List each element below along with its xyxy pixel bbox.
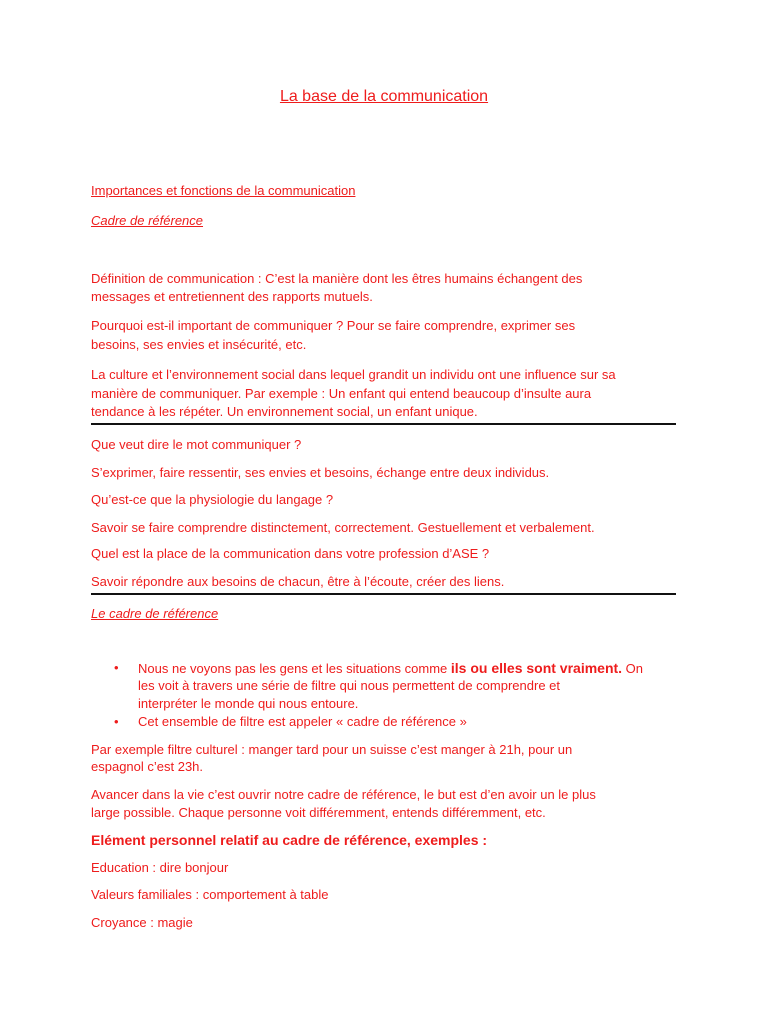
advance-line-2: large possible. Chaque personne voit différemment, entends différemment, etc. — [91, 805, 546, 820]
question-1: Que veut dire le mot communiquer ? — [91, 437, 302, 452]
definition-line-2: messages et entretiennent des rapports mutuels. — [91, 289, 373, 304]
advance-line-1: Avancer dans la vie c’est ouvrir notre cadre de référence, le but est d’en avoir un le plus — [91, 787, 596, 802]
question-2: Qu’est-ce que la physiologie du langage ? — [91, 492, 334, 507]
emphasis-text: ils ou elles sont vraiment. — [450, 660, 623, 676]
question-3: Quel est la place de la communication dans votre profession d’ASE ? — [91, 546, 490, 561]
bullet-1-line-3: interpréter le monde qui nous entoure. — [138, 696, 359, 711]
example-line-2: espagnol c’est 23h. — [91, 759, 204, 774]
answer-3: Savoir répondre aux besoins de chacun, être à l’écoute, créer des liens. — [91, 574, 505, 589]
bullet-1-line-2: les voit à travers une série de filtre qui nous permettent de comprendre et — [138, 678, 560, 693]
why-line-2: besoins, ses envies et insécurité, etc. — [91, 337, 307, 352]
culture-line-1: La culture et l’environnement social dans lequel grandit un individu ont une influence sur sa — [91, 367, 616, 382]
section-heading-cadre: Cadre de référence — [91, 213, 204, 228]
culture-line-2: manière de communiquer. Par exemple : Un enfant qui entend beaucoup d’insulte aura — [91, 386, 592, 401]
definition-line-1: Définition de communication : C’est la manière dont les êtres humains échangent des — [91, 271, 583, 286]
horizontal-rule — [91, 593, 676, 595]
answer-1: S’exprimer, faire ressentir, ses envies et besoins, échange entre deux individus. — [91, 465, 550, 480]
page-title: La base de la communication — [279, 88, 489, 105]
bullet-2: Cet ensemble de filtre est appeler « cadre de référence » — [138, 714, 467, 729]
bullet-marker: • — [114, 660, 119, 675]
answer-2: Savoir se faire comprendre distinctement, correctement. Gestuellement et verbalement. — [91, 520, 595, 535]
section-heading-elements: Elément personnel relatif au cadre de référence, exemples : — [91, 832, 488, 848]
example-item-1: Education : dire bonjour — [91, 860, 229, 875]
bullet-marker: • — [114, 714, 119, 729]
example-line-1: Par exemple filtre culturel : manger tard pour un suisse c’est manger à 21h, pour un — [91, 742, 573, 757]
culture-line-3: tendance à les répéter. Un environnement social, un enfant unique. — [91, 404, 478, 419]
section-heading-le-cadre: Le cadre de référence — [91, 606, 219, 621]
why-line-1: Pourquoi est-il important de communiquer ? Pour se faire comprendre, exprimer ses — [91, 318, 576, 333]
bullet-1-line-1: Nous ne voyons pas les gens et les situations comme ils ou elles sont vraiment. On — [138, 660, 644, 676]
example-item-2: Valeurs familiales : comportement à table — [91, 887, 329, 902]
example-item-3: Croyance : magie — [91, 915, 193, 930]
horizontal-rule — [91, 423, 676, 425]
section-heading-importances: Importances et fonctions de la communication — [91, 183, 356, 198]
